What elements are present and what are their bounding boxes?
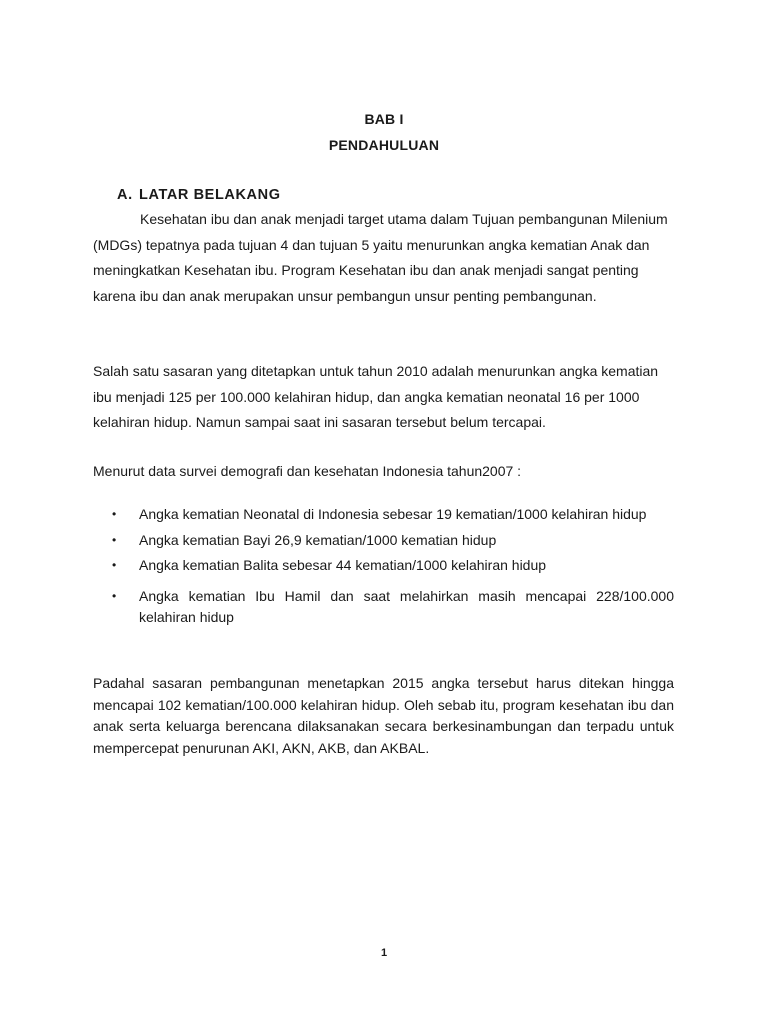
- paragraph-intro: Kesehatan ibu dan anak menjadi target utama dalam Tujuan pembangunan Milenium (MDGs) tepatnya pada tujuan 4 dan tujuan 5 yaitu menurunkan angka kematian Anak dan meningkatkan Kesehatan ibu. Program Kesehatan ibu dan anak menjadi sangat penting karena ibu dan anak merupakan unsur pembangun unsur penting pembangunan.: [93, 211, 668, 304]
- paragraph-target-2010: Salah satu sasaran yang ditetapkan untuk tahun 2010 adalah menurunkan angka kematian ibu menjadi 125 per 100.000 kelahiran hidup, dan angka kematian neonatal 16 per 1000 kelahiran hidup. Namun sampai saat ini sasaran tersebut belum tercapai.: [93, 363, 659, 430]
- page-number: 1: [380, 947, 388, 959]
- section-heading: [117, 187, 281, 203]
- list-item: • Angka kematian Ibu Hamil dan saat melahirkan masih mencapai 228/100.000 kelahiran hidup: [112, 586, 674, 628]
- list-item: • Angka kematian Bayi 26,9 kematian/1000 kematian hidup: [112, 528, 674, 554]
- list-item: • Angka kematian Balita sebesar 44 kematian/1000 kelahiran hidup: [112, 553, 674, 579]
- paragraph-target-2015: Padahal sasaran pembangunan menetapkan 2015 angka tersebut harus ditekan hingga mencapai 102 kematian/100.000 kelahiran hidup. Oleh sebab itu, program kesehatan ibu dan anak serta keluarga berencana dilaksanakan secara berkesinambungan dan terpadu untuk mempercepat penurunan AKI, AKN, AKB, dan AKBAL.: [93, 675, 674, 756]
- paragraph-survey-intro: Menurut data survei demografi dan kesehatan Indonesia tahun2007 :: [93, 463, 522, 479]
- section-number: A.: [117, 187, 133, 203]
- survey-bullet-list: [112, 502, 674, 628]
- chapter-label: BAB I: [364, 111, 404, 127]
- chapter-title: PENDAHULUAN: [328, 137, 440, 153]
- section-title: LATAR BELAKANG: [139, 187, 281, 203]
- list-item: • Angka kematian Neonatal di Indonesia sebesar 19 kematian/1000 kelahiran hidup: [112, 502, 674, 528]
